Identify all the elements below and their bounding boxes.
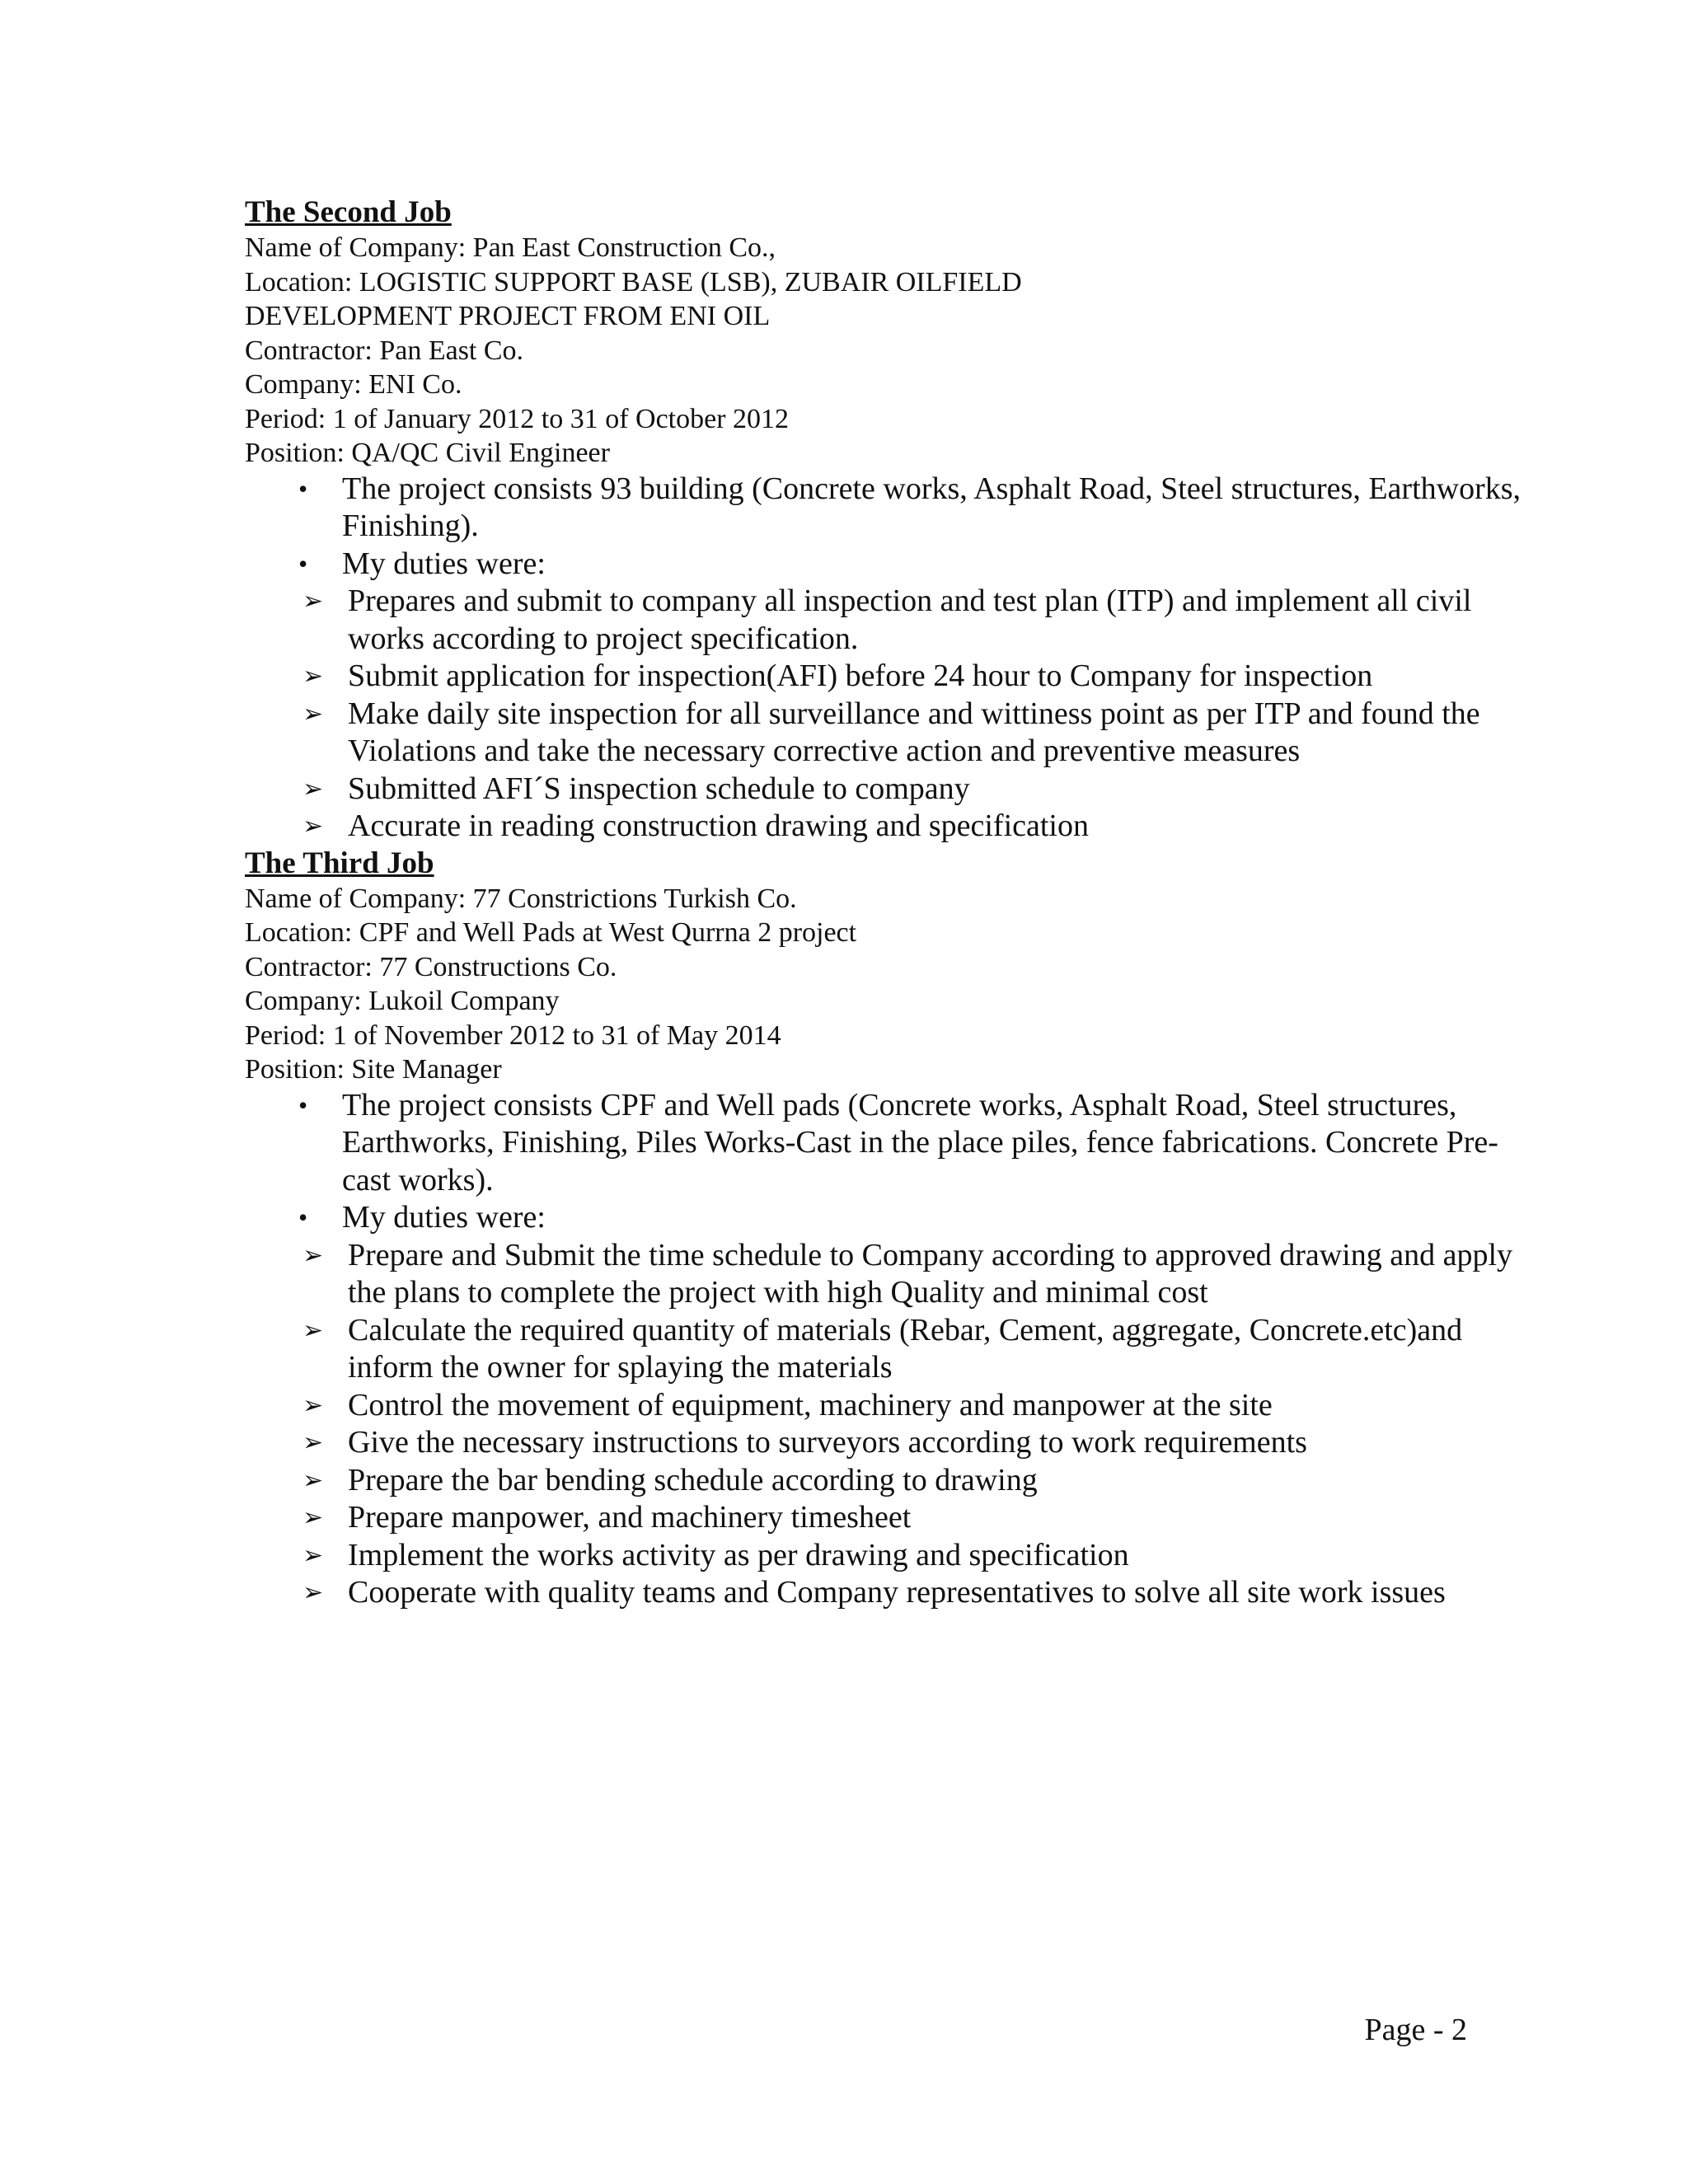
- arrow-bullet-icon: ➢: [302, 813, 324, 840]
- arrow-bullet-icon: ➢: [302, 1429, 324, 1456]
- duty-item: [148, 658, 1531, 696]
- duties-wrapper: [148, 1237, 1531, 1612]
- duty-item: [148, 1387, 1531, 1425]
- bullet-icon: •: [298, 1202, 308, 1232]
- duty-text: Give the necessary instructions to surveyors according to work requirements: [348, 1425, 1307, 1460]
- bullet-text: My duties were:: [342, 1200, 546, 1235]
- bullet-item-duties: [245, 1199, 1531, 1237]
- location-line: Location: LOGISTIC SUPPORT BASE (LSB), ZUBAIR OILFIELD: [245, 266, 1022, 298]
- arrow-bullet-icon: ➢: [302, 775, 324, 803]
- duty-text: Calculate the required quantity of materials (Rebar, Cement, aggregate, Concrete.etc)and inform the owner for splaying the materials: [348, 1312, 1463, 1385]
- duty-text: Submit application for inspection(AFI) before 24 hour to Company for inspection: [348, 658, 1373, 693]
- duty-text: Prepare the bar bending schedule according to drawing: [348, 1462, 1038, 1497]
- contractor-line: Contractor: Pan East Co.: [245, 335, 524, 366]
- duty-text: Cooperate with quality teams and Company representatives to solve all site work issues: [348, 1575, 1446, 1610]
- duty-item: [148, 1574, 1531, 1612]
- section-title: The Third Job: [245, 846, 434, 880]
- position-line: Position: QA/QC Civil Engineer: [245, 438, 610, 468]
- duties-list: [148, 583, 1531, 846]
- duty-item: [148, 1424, 1531, 1462]
- arrow-bullet-icon: ➢: [302, 1241, 324, 1269]
- period-line: Period: 1 of November 2012 to 31 of May 2014: [245, 1019, 781, 1051]
- duty-item: [148, 808, 1531, 846]
- arrow-bullet-icon: ➢: [302, 1541, 324, 1569]
- bullet-item-project: [245, 1087, 1531, 1200]
- duty-item: [148, 1312, 1531, 1387]
- duty-item: [148, 696, 1531, 771]
- contractor-line: Contractor: 77 Constructions Co.: [245, 951, 617, 982]
- duties-list: [148, 1237, 1531, 1612]
- arrow-bullet-icon: ➢: [302, 1391, 324, 1419]
- arrow-bullet-icon: ➢: [302, 700, 324, 728]
- arrow-bullet-icon: ➢: [302, 663, 324, 690]
- client-company-line: Company: ENI Co.: [245, 369, 462, 400]
- duty-item: [148, 583, 1531, 658]
- arrow-bullet-icon: ➢: [302, 1466, 324, 1494]
- arrow-bullet-icon: ➢: [302, 588, 324, 615]
- duty-text: Prepares and submit to company all inspection and test plan (ITP) and implement all civil works according to project specification.: [348, 583, 1472, 656]
- company-name-line: Name of Company: 77 Constrictions Turkish Co.: [245, 883, 797, 914]
- position-line: Position: Site Manager: [245, 1054, 502, 1085]
- duty-text: Prepare manpower, and machinery timesheet: [348, 1500, 912, 1535]
- duty-text: Implement the works activity as per drawing and specification: [348, 1537, 1129, 1572]
- company-name-line: Name of Company: Pan East Construction Co.,: [245, 232, 776, 263]
- bullet-icon: •: [298, 473, 308, 504]
- duties-wrapper: [148, 583, 1531, 846]
- duty-item: [148, 1237, 1531, 1312]
- bullet-list: [245, 1087, 1531, 1237]
- bullet-item-duties: [245, 546, 1531, 583]
- bullet-text: My duties were:: [342, 546, 546, 581]
- bullet-icon: •: [298, 1090, 308, 1120]
- duty-item: [148, 771, 1531, 808]
- bullet-text: The project consists 93 building (Concrete works, Asphalt Road, Steel structures, Earthworks, Finishing).: [342, 471, 1522, 543]
- duty-text: Submitted AFI´S inspection schedule to company: [348, 771, 970, 806]
- location-line-continued: DEVELOPMENT PROJECT FROM ENI OIL: [245, 301, 771, 331]
- page-number: Page - 2: [1364, 2013, 1467, 2047]
- duty-text: Prepare and Submit the time schedule to Company according to approved drawing and apply the plans to complete the project with high Quality and minimal cost: [348, 1237, 1513, 1310]
- arrow-bullet-icon: ➢: [302, 1504, 324, 1531]
- bullet-list: [245, 471, 1531, 583]
- duty-item: [148, 1499, 1531, 1537]
- location-line: Location: CPF and Well Pads at West Qurrna 2 project: [245, 917, 857, 948]
- period-line: Period: 1 of January 2012 to 31 of October 2012: [245, 403, 790, 434]
- bullet-text: The project consists CPF and Well pads (Concrete works, Asphalt Road, Steel structures, Earthworks, Finishing, Piles Works-Cast in the place piles, fence fabrications. Concrete Pre-cast works).: [342, 1087, 1498, 1197]
- third-job-section: [245, 846, 1531, 1612]
- duty-item: [148, 1462, 1531, 1500]
- second-job-section: [245, 194, 1531, 846]
- duty-text: Accurate in reading construction drawing and specification: [348, 808, 1089, 843]
- bullet-item-project: [245, 471, 1531, 546]
- duty-item: [148, 1537, 1531, 1575]
- bullet-icon: •: [298, 548, 308, 579]
- arrow-bullet-icon: ➢: [302, 1579, 324, 1606]
- client-company-line: Company: Lukoil Company: [245, 986, 560, 1016]
- duty-text: Make daily site inspection for all surveillance and wittiness point as per ITP and found the Violations and take the necessary corrective action and preventive measures: [348, 696, 1480, 768]
- page-content: [245, 194, 1531, 1612]
- arrow-bullet-icon: ➢: [302, 1316, 324, 1344]
- duty-text: Control the movement of equipment, machinery and manpower at the site: [348, 1387, 1273, 1422]
- section-title: The Second Job: [245, 195, 452, 229]
